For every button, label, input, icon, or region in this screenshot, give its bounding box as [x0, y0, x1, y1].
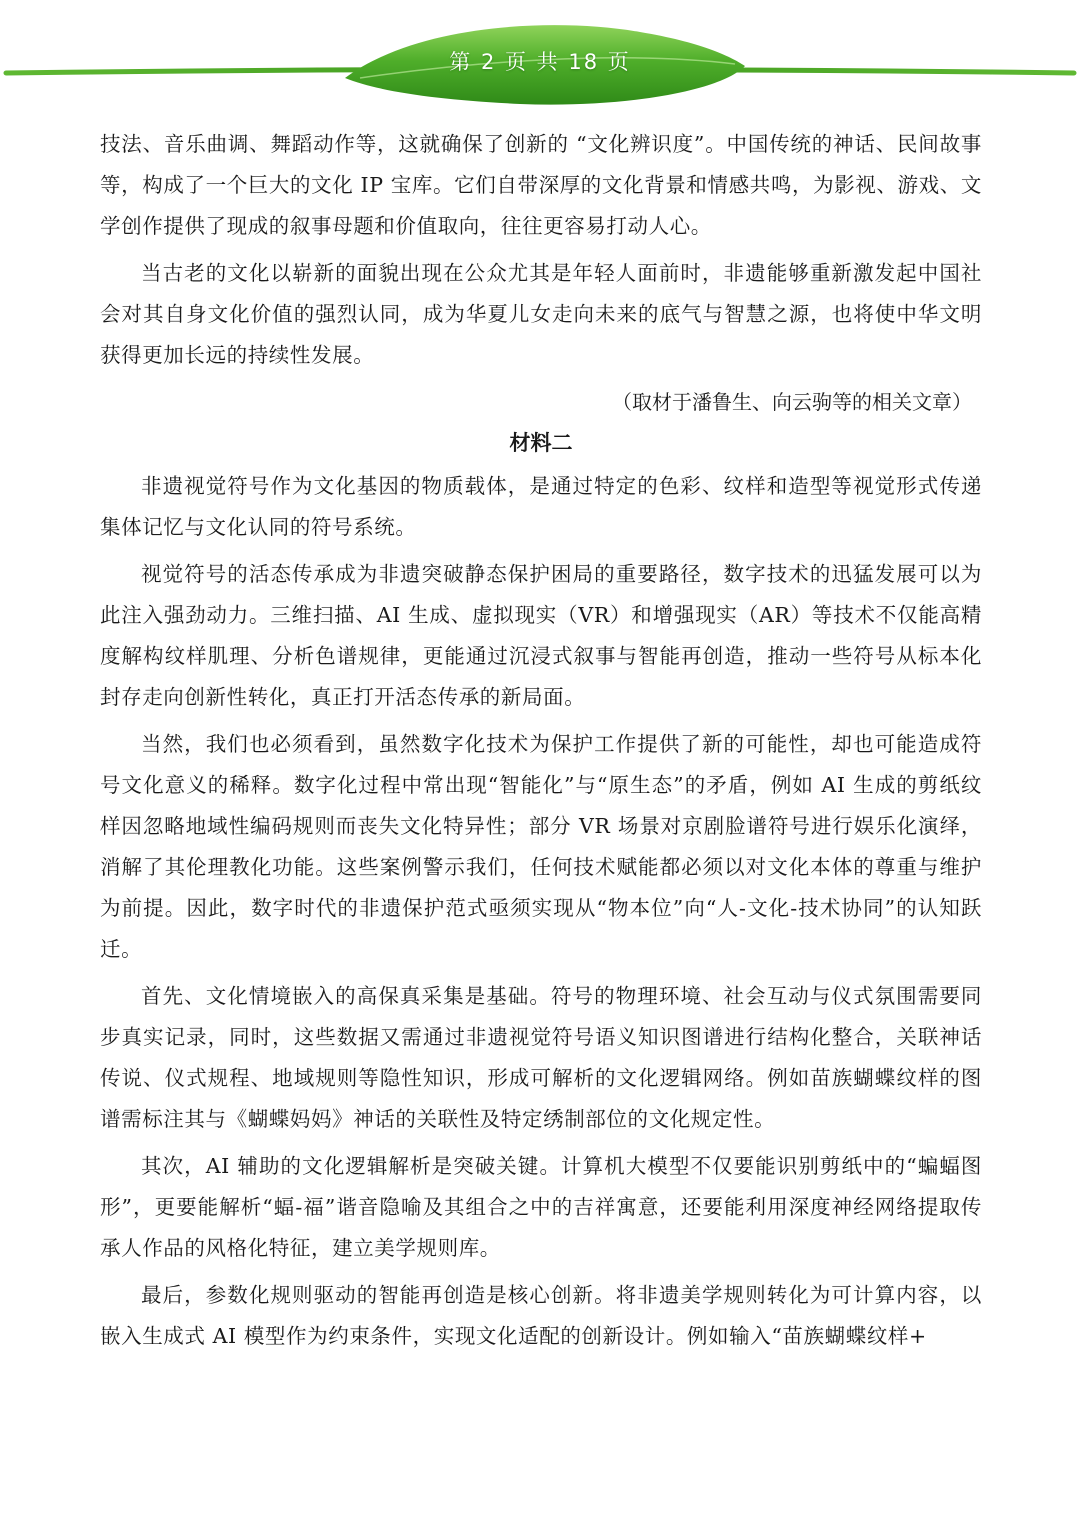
paragraph-4: 视觉符号的活态传承成为非遗突破静态保护困局的重要路径，数字技术的迅猛发展可以为此注入强劲动力。三维扫描、AI 生成、虚拟现实（VR）和增强现实（AR）等技术不仅能高精度解构纹样肌理、分析色谱规律，更能通过沉浸式叙事与智能再创造，推动一些符号从标本化封存走向创新性转化，真正打开活态传承的新局面。 — [100, 562, 982, 709]
paragraph-2: 当古老的文化以崭新的面貌出现在公众尤其是年轻人面前时，非遗能够重新激发起中国社会对其自身文化价值的强烈认同，成为华夏儿女走向未来的底气与智慧之源，也将使中华文明获得更加长远的持续性发展。 — [100, 261, 982, 367]
paragraph-3: 非遗视觉符号作为文化基因的物质载体，是通过特定的色彩、纹样和造型等视觉形式传递集体记忆与文化认同的符号系统。 — [100, 474, 982, 539]
document-body — [100, 124, 982, 1363]
page-header — [0, 0, 1080, 120]
paragraph-5: 当然，我们也必须看到，虽然数字化技术为保护工作提供了新的可能性，却也可能造成符号文化意义的稀释。数字化过程中常出现“智能化”与“原生态”的矛盾，例如 AI 生成的剪纸纹样因忽略地域性编码规则而丧失文化特异性；部分 VR 场景对京剧脸谱符号进行娱乐化演绎，消解了其伦理教化功能。这些案例警示我们，任何技术赋能都必须以对文化本体的尊重与维护为前提。因此，数字时代的非遗保护范式亟须实现从“物本位”向“人-文化-技术协同”的认知跃迁。 — [100, 732, 982, 961]
paragraph-7: 其次，AI 辅助的文化逻辑解析是突破关键。计算机大模型不仅要能识别剪纸中的“蝙蝠图形”，更要能解析“蝠-福”谐音隐喻及其组合之中的吉祥寓意，还要能利用深度神经网络提取传承人作品的风格化特征，建立美学规则库。 — [100, 1154, 982, 1260]
paragraph-8: 最后，参数化规则驱动的智能再创造是核心创新。将非遗美学规则转化为可计算内容，以嵌入生成式 AI 模型作为约束条件，实现文化适配的创新设计。例如输入“苗族蝴蝶纹样+ — [100, 1283, 982, 1348]
section-title: 材料二 — [509, 430, 573, 455]
paragraph-1: 技法、音乐曲调、舞蹈动作等，这就确保了创新的 “文化辨识度”。中国传统的神话、民间故事等，构成了一个巨大的文化 IP 宝库。它们自带深厚的文化背景和情感共鸣，为影视、游戏、文学创作提供了现成的叙事母题和价值取向，往往更容易打动人心。 — [100, 132, 982, 238]
page-number: 第 2 页 共 18 页 — [449, 50, 631, 74]
paragraph-6: 首先、文化情境嵌入的高保真采集是基础。符号的物理环境、社会互动与仪式氛围需要同步真实记录，同时，这些数据又需通过非遗视觉符号语义知识图谱进行结构化整合，关联神话传说、仪式规程、地域规则等隐性知识，形成可解析的文化逻辑网络。例如苗族蝴蝶纹样的图谱需标注其与《蝴蝶妈妈》神话的关联性及特定绣制部位的文化规定性。 — [100, 984, 982, 1131]
source-citation: （取材于潘鲁生、向云驹等的相关文章） — [612, 390, 972, 414]
